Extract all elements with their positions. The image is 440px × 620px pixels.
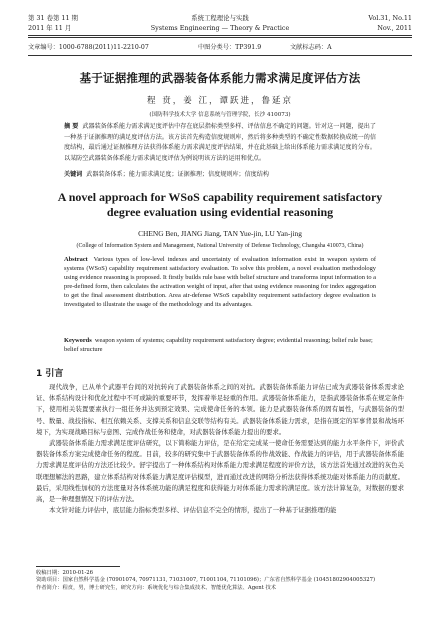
abstract-label-cn: 摘 要	[64, 123, 79, 130]
keywords-text-en: weapon system of systems; capability requirement satisfactory degree; evidential reasoning; belief rule base; belief structure	[64, 337, 373, 354]
keywords-label-en: Keywords	[64, 337, 92, 344]
footnote-received: 收稿日期：2010-01-26	[36, 570, 94, 576]
abstract-label-en: Abstract	[64, 256, 88, 263]
authors-chinese: 程 贲，姜 江，谭跃进，鲁延京	[147, 96, 293, 106]
paragraph-2: 武器装备体系能力需求满足度评估研究，以下简称能力评估，是在给定完成某一使命任务需要达到的能力水平条件下，评价武器装备体系方案完成使命任务的程度。目前，较多的研究集中于武器装备体系的作战效能、作战能力的评估，用于武器装备体系能力需求满足度评估的方法还比较少。舒宇提出了一种体系结构对体系能力需求满足程度的评价方法，该方法首先通过改进的灰色关联理想解法的思路，建立体系结构对体系能力满足度评估模型，进而通过改进的网络分析法获得体系统功能对体系能力的贡献度。最后，采用线性加权的方法度量对各体系统功能的满足程度和获得能力对体系能力需求的满足度。该方法计算复杂，对数据的要求高，是一种理想情况下的评估方法。	[36, 439, 404, 504]
keywords-label-cn: 关键词	[64, 171, 83, 178]
header-date-en: Nov., 2011	[377, 24, 412, 32]
header-volume-en: Vol.31, No.11	[368, 14, 412, 22]
affiliation-chinese: (国防科学技术大学 信息系统与管理学院，长沙 410073)	[149, 112, 291, 118]
header-rule-thin	[28, 37, 412, 38]
paragraph-1: 现代战争，已从单个武器平台间的对抗转向了武器装备体系之间的对抗。武器装备体系能力评估已成为武器装备体系需求论证、体系结构设计和优化过程中不可或缺的重要环节，发挥着举足轻重的作用。武器装备体系能力，是指武器装备体系在规定条件下，使用相关装置要素执行一组任务并达到预定效果、完成使命任务的本领。能力是武器装备体系的固有属性，与武器装备的型号、数量、战技指标、相互依赖关系、支撑关系和信息交联等结构有关。武器装备体系能力需求，是指在既定的军事背景和战场环境下，为实现战略目标与意图、完成作战任务和使命，对武器装备体系能力提出的要求。	[36, 383, 404, 436]
abstract-english	[64, 255, 376, 310]
keywords-text-cn: 武器装备体系；能力需求满足度；证据推理；信度规则库；信度结构	[86, 171, 269, 178]
keywords-chinese	[64, 170, 376, 179]
footnote-author: 作者简介：程贲，男，博士研究生，研究方向：系统优化与综合集成技术、智能优化算法、Agent 技术	[36, 584, 277, 591]
header-journal-en: Systems Engineering — Theory & Practice	[150, 24, 290, 32]
header-rule	[28, 35, 412, 36]
article-id: 文章编号：1000-6788(2011)11-2210-07	[28, 44, 149, 51]
paragraph-3: 本文针对能力评估中，底层能力指标类型多样、评估信息不完全的情形，提出了一种基于证据推理的能	[49, 506, 337, 515]
document-code: 文献标志码：A	[290, 44, 332, 51]
clc-number: 中图分类号：TP391.9	[198, 44, 262, 51]
header-volume-cn: 第 31 卷第 11 期	[28, 14, 78, 22]
meta-rule	[28, 55, 412, 56]
authors-english: CHENG Ben, JIANG Jiang, TAN Yue-jin, LU Yan-jing	[138, 229, 302, 238]
section-body	[36, 382, 404, 516]
footnote-fund: 资助项目：国家自然科学基金 (70901074, 70971131, 71031007, 71001104, 71101096)；广东省自然科学基金 (10451802904005327)	[36, 577, 376, 584]
abstract-text-en: Various types of low-level indexes and uncertainty of evaluation information exist in weapon system of systems (WSoS) capability requirement satisfactory evaluation. To solve this problem, a novel evaluation methodology using evidence reasoning is proposed. It firstly builds rule base with belief structure and transforms input information to a pre-defined form, then calculates the activation weight of input, after that using evidence reasoning for index aggregation to get the final assessment distribution. Area air-defense WSoS capability requirement satisfactory degree evaluation is investigated to illustrate the usage of the methodology and its advantages.	[64, 256, 377, 309]
title-english: A novel approach for WSoS capability requirement satisfactory degree evaluation using evidential reasoning	[57, 190, 383, 219]
footnotes	[36, 570, 404, 592]
section-heading-introduction: 1 引言	[36, 369, 64, 379]
title-chinese: 基于证据推理的武器装备体系能力需求满足度评估方法	[79, 71, 361, 85]
abstract-chinese	[64, 122, 376, 164]
keywords-english	[64, 336, 376, 354]
affiliation-english: (College of Information System and Management, National University of Defense Technology, Changsha 410073, China)	[76, 243, 364, 249]
footnote-rule	[36, 566, 120, 567]
abstract-text-cn: 武器装备体系能力需求满足度评估中存在底层指标类型多样、评估信息不确定的问题。针对这一问题，提出了一种基于证据推理的满足度评估方法。该方法首先构造信度规则库，然后将多种类型的不确定性数据转换成统一的信度结构，最后通过证据推理方法获得体系能力需求满足度评估结果，并在此基础上给出体系能力需求满足度的分布。以某防空武器装备体系能力需求满足度评估为例说明该方法的运用和优点。	[64, 123, 377, 162]
header-date-cn: 2011 年 11 月	[28, 24, 72, 32]
header-journal-cn: 系统工程理论与实践	[191, 14, 249, 22]
